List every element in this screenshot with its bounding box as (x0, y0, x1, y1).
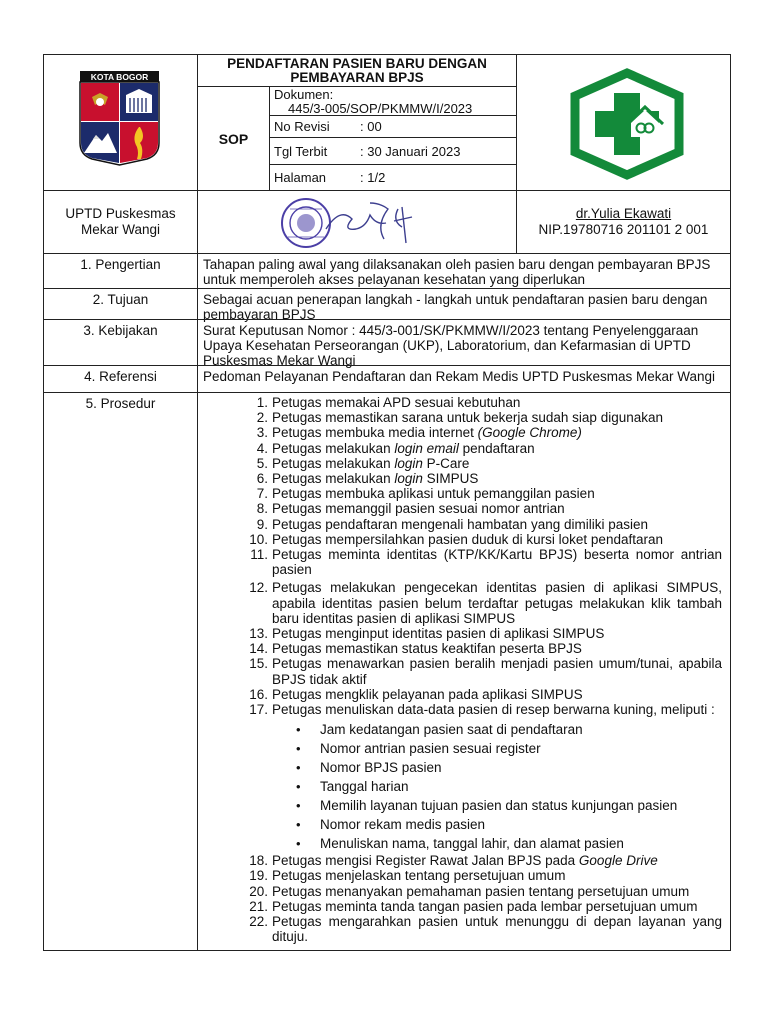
list-item: 13. Petugas menginput identitas pasien di aplikasi SIMPUS (249, 626, 605, 642)
prosedur-label: 5. Prosedur (43, 392, 198, 951)
no-revisi-field (269, 115, 517, 138)
list-item: 16. Petugas mengklik pelayanan pada aplikasi SIMPUS (249, 686, 583, 702)
bullet-item: • Nomor antrian pasien sesuai register (272, 739, 722, 758)
tujuan-text: Sebagai acuan penerapan langkah - langkah untuk pendaftaran pasien baru dengan pembayaran BPJS (197, 288, 731, 320)
row-pengertian (43, 253, 731, 289)
list-item: 1. Petugas memakai APD sesuai kebutuhan (256, 395, 521, 410)
halaman-label: Halaman (274, 170, 327, 185)
pengertian-text: Tahapan paling awal yang dilaksanakan oleh pasien baru dengan pembayaran BPJS untuk memperoleh akses pelayanan kesehatan yang diperlukan (197, 253, 731, 289)
unit-line-1: UPTD Puskesmas (65, 206, 176, 221)
referensi-label: 4. Referensi (43, 365, 198, 393)
page-title: PENDAFTARAN PASIEN BARU DENGAN PEMBAYARAN BPJS (197, 54, 517, 87)
list-item: 2. Petugas memastikan sarana untuk bekerja sudah siap digunakan (256, 410, 663, 426)
row-tujuan (43, 288, 731, 320)
bullet-item: • Nomor rekam medis pasien (272, 815, 722, 834)
unit-line-2: Mekar Wangi (80, 222, 161, 237)
list-item: 22. Petugas mengarahkan pasien untuk menunggu di depan layanan yang dituju. (249, 914, 722, 945)
puskesmas-logo-icon (517, 55, 732, 192)
kota-bogor-label: KOTA BOGOR (90, 72, 149, 82)
dokumen-field (269, 86, 517, 116)
sop-content-table (43, 253, 731, 951)
row-kebijakan (43, 319, 731, 366)
bullet-item: • Memilih layanan tujuan pasien dan status kunjungan pasien (272, 796, 722, 815)
list-item: 20. Petugas menanyakan pemahaman pasien tentang persetujuan umum (249, 883, 690, 899)
bullet-item: • Menuliskan nama, tanggal lahir, dan alamat pasien (272, 834, 722, 853)
tgl-terbit-label: Tgl Terbit (274, 143, 328, 159)
prosedur-steps (226, 395, 722, 944)
unit-name (43, 190, 198, 254)
dokumen-value: 445/3-005/SOP/PKMMW/I/2023 (288, 101, 473, 116)
sop-label: SOP (197, 86, 270, 191)
approver-nip: NIP.19780716 201101 2 001 (538, 222, 709, 237)
list-item: 6. Petugas melakukan login SIMPUS (256, 471, 479, 487)
kota-bogor-emblem-icon (44, 55, 199, 192)
tgl-terbit-value: : 30 Januari 2023 (360, 143, 461, 159)
list-item: 8. Petugas memanggil pasien sesuai nomor antrian (256, 501, 565, 517)
no-revisi-value: : 00 (360, 119, 382, 134)
list-item: 15. Petugas menawarkan pasien beralih menjadi pasien umum/tunai, apabila BPJS tidak aktif (249, 656, 722, 687)
referensi-text: Pedoman Pelayanan Pendaftaran dan Rekam Medis UPTD Puskesmas Mekar Wangi (197, 365, 731, 393)
list-item: 4. Petugas melakukan login email pendaftaran (256, 440, 535, 456)
list-item: 21. Petugas meminta tanda tangan pasien pada lembar persetujuan umum (249, 898, 698, 914)
row-referensi (43, 365, 731, 393)
list-item: 3. Petugas membuka media internet (Google Chrome) (256, 425, 582, 441)
approver-block (516, 190, 731, 254)
no-revisi-label: No Revisi (274, 119, 330, 134)
halaman-field (269, 164, 517, 191)
bullet-item: • Tanggal harian (272, 777, 722, 796)
halaman-value: : 1/2 (360, 170, 386, 185)
sop-header (43, 54, 731, 191)
tgl-terbit-field (269, 137, 517, 165)
kebijakan-label: 3. Kebijakan (43, 319, 198, 366)
stamp-and-signature-icon (198, 191, 518, 255)
kebijakan-text: Surat Keputusan Nomor : 445/3-001/SK/PKMMW/I/2023 tentang Penyelenggaraan Upaya Kesehatan Perseorangan (UKP), Laboratorium, dan Kefarmasian di UPTD Puskesmas Mekar Wangi (197, 319, 731, 366)
pengertian-label: 1. Pengertian (43, 253, 198, 289)
approver-name: dr.Yulia Ekawati (575, 206, 672, 221)
prosedur-content (197, 392, 731, 951)
step17-bullets (272, 720, 722, 853)
list-item: 5. Petugas melakukan login P-Care (256, 455, 470, 471)
list-item: 17. Petugas menuliskan data-data pasien di resep berwarna kuning, meliputi : • Jam kedatangan pasien saat di pendaftaran • Nomor antrian pasien sesuai register • Nomor BPJS pasien • Tanggal harian • Memilih layanan tujuan pasien dan status kunjungan pasien • Nomor rekam medis pasien • Menuliskan nama, tanggal lahir, dan alamat pasien (226, 702, 722, 853)
dokumen-label: Dokumen: (274, 87, 334, 102)
list-item: 19. Petugas menjelaskan tentang persetujuan umum (249, 868, 566, 884)
list-item: 14. Petugas memastikan status keaktifan peserta BPJS (249, 641, 582, 657)
list-item: 9. Petugas pendaftaran mengenali hambatan yang dimiliki pasien (256, 516, 648, 532)
list-item: 18. Petugas mengisi Register Rawat Jalan BPJS pada Google Drive (249, 853, 658, 869)
row-prosedur (43, 392, 731, 951)
bullet-item: • Nomor BPJS pasien (272, 758, 722, 777)
signature-row (43, 190, 731, 254)
list-item: 7. Petugas membuka aplikasi untuk pemanggilan pasien (256, 486, 595, 502)
puskesmas-logo-cell (516, 54, 731, 191)
stamp-signature-cell (197, 190, 517, 254)
list-item: 10. Petugas mempersilahkan pasien duduk di kursi loket pendaftaran (249, 531, 663, 547)
list-item: 12. Petugas melakukan pengecekan identitas pasien di aplikasi SIMPUS, apabila identitas pasien belum terdaftar petugas melakukan klik tambah baru identitas pasien di aplikasi SIMPUS (249, 580, 722, 626)
bullet-item: • Jam kedatangan pasien saat di pendaftaran (272, 720, 722, 739)
tujuan-label: 2. Tujuan (43, 288, 198, 320)
list-item: 11. Petugas meminta identitas (KTP/KK/Kartu BPJS) beserta nomor antrian pasien (250, 547, 722, 578)
kota-bogor-logo-cell (43, 54, 198, 191)
